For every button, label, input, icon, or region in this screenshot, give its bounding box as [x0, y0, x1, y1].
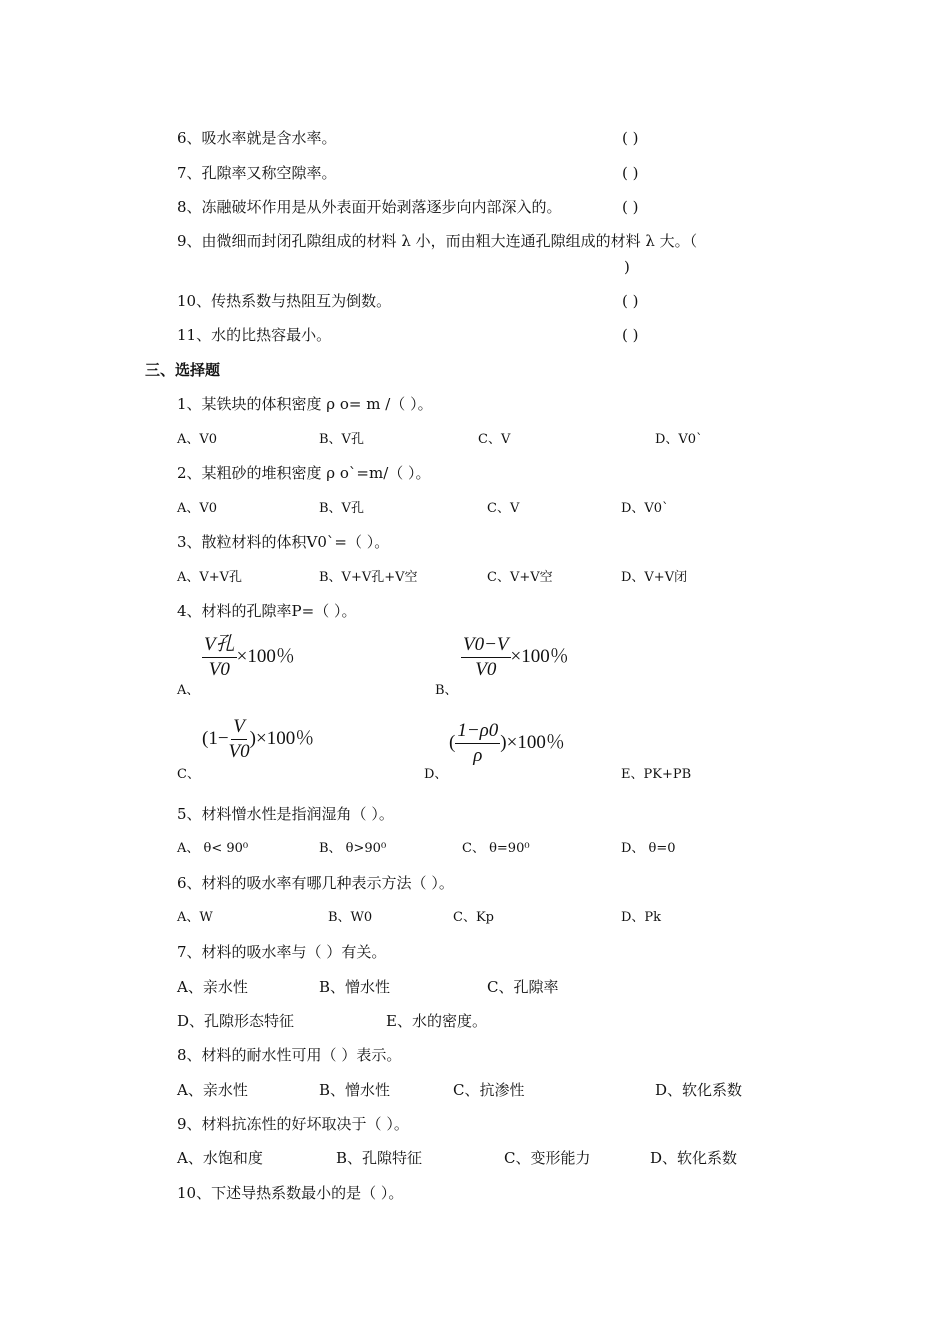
q5-stem: 5、材料憎水性是指润湿角（ ）。 [177, 805, 394, 823]
q2-option-d: D、V0` [621, 501, 669, 516]
judge-bracket-8: ( ) [622, 198, 639, 216]
q1-option-d: D、V0` [655, 432, 703, 447]
q3-option-b: B、V+V孔+V空 [319, 570, 418, 585]
judge-bracket-7: ( ) [622, 164, 639, 182]
judge-item-6: 6、吸水率就是含水率。 [177, 129, 337, 147]
judge-bracket-6: ( ) [622, 129, 639, 147]
q5-option-b: B、 θ>90⁰ [319, 841, 387, 856]
q4-option-a: A、 [177, 683, 200, 698]
q7-option-a: A、亲水性 [177, 978, 248, 996]
q1-option-a: A、V0 [177, 432, 218, 447]
judge-bracket-11: ( ) [622, 326, 639, 344]
q7-option-b: B、憎水性 [319, 978, 391, 996]
q6-option-a: A、W [177, 910, 213, 925]
q2-option-c: C、V [487, 501, 520, 516]
q5-option-a: A、 θ< 90⁰ [177, 841, 249, 856]
q7-option-d: D、孔隙形态特征 [177, 1012, 295, 1030]
q4-option-b: B、 [435, 683, 458, 698]
judge-item-9: 9、由微细而封闭孔隙组成的材料 λ 小，而由粗大连通孔隙组成的材料 λ 大。（ [177, 232, 698, 250]
q2-stem: 2、某粗砂的堆积密度 ρ o`=m/（ ）。 [177, 464, 431, 482]
section-title: 三、选择题 [145, 361, 221, 379]
q8-option-a: A、亲水性 [177, 1081, 248, 1099]
q1-option-c: C、V [478, 432, 511, 447]
q9-option-c: C、变形能力 [504, 1149, 591, 1167]
q6-stem: 6、材料的吸水率有哪几种表示方法（ ）。 [177, 874, 454, 892]
q8-stem: 8、材料的耐水性可用（ ）表示。 [177, 1046, 402, 1064]
q4-option-c: C、 [177, 767, 200, 782]
q7-option-e: E、水的密度。 [386, 1012, 487, 1030]
q9-stem: 9、材料抗冻性的好坏取决于（ ）。 [177, 1115, 409, 1133]
q4-option-e: E、PK+PB [621, 767, 692, 782]
judge-item-10: 10、传热系数与热阻互为倒数。 [177, 292, 392, 310]
q6-option-c: C、Kp [453, 910, 494, 925]
q10-stem: 10、下述导热系数最小的是（ ）。 [177, 1184, 404, 1202]
q9-option-a: A、水饱和度 [177, 1149, 263, 1167]
q9-option-b: B、孔隙特征 [336, 1149, 423, 1167]
q5-option-c: C、 θ=90⁰ [462, 841, 530, 856]
q4-option-d: D、 [424, 767, 448, 782]
q3-option-c: C、V+V空 [487, 570, 553, 585]
q6-option-b: B、W0 [328, 910, 373, 925]
q6-option-d: D、Pk [621, 910, 662, 925]
q4-stem: 4、材料的孔隙率P=（ ）。 [177, 602, 357, 620]
q5-option-d: D、 θ=0 [621, 841, 676, 856]
q2-option-a: A、V0 [177, 501, 218, 516]
q7-stem: 7、材料的吸水率与（ ）有关。 [177, 943, 387, 961]
q8-option-b: B、憎水性 [319, 1081, 391, 1099]
judge-item-11: 11、水的比热容最小。 [177, 326, 332, 344]
judge-item-8: 8、冻融破坏作用是从外表面开始剥落逐步向内部深入的。 [177, 198, 562, 216]
judge-item-7: 7、孔隙率又称空隙率。 [177, 164, 337, 182]
q3-stem: 3、散粒材料的体积V0`=（ ）。 [177, 533, 390, 551]
q1-stem: 1、某铁块的体积密度 ρ o= m /（ ）。 [177, 395, 433, 413]
formula-d: ( $\frac{1-\rho 0}{\rho}$ )×100％ [449, 720, 565, 766]
q9-option-d: D、软化系数 [650, 1149, 738, 1167]
judge-bracket-10: ( ) [622, 292, 639, 310]
judge-bracket-9: ) [624, 258, 630, 276]
q8-option-d: D、软化系数 [655, 1081, 743, 1099]
q8-option-c: C、抗渗性 [453, 1081, 525, 1099]
q7-option-c: C、孔隙率 [487, 978, 559, 996]
q3-option-d: D、V+V闭 [621, 570, 688, 585]
formula-a: V孔 V0 ×100％ [204, 634, 295, 680]
q3-option-a: A、V+V孔 [177, 570, 243, 585]
formula-c: (1− $\frac{V}{V0}$ )×100％ [202, 716, 315, 762]
formula-b: $\frac{V0-V}{V0}$ ×100％ [463, 634, 569, 680]
q2-option-b: B、V孔 [319, 501, 364, 516]
q1-option-b: B、V孔 [319, 432, 364, 447]
